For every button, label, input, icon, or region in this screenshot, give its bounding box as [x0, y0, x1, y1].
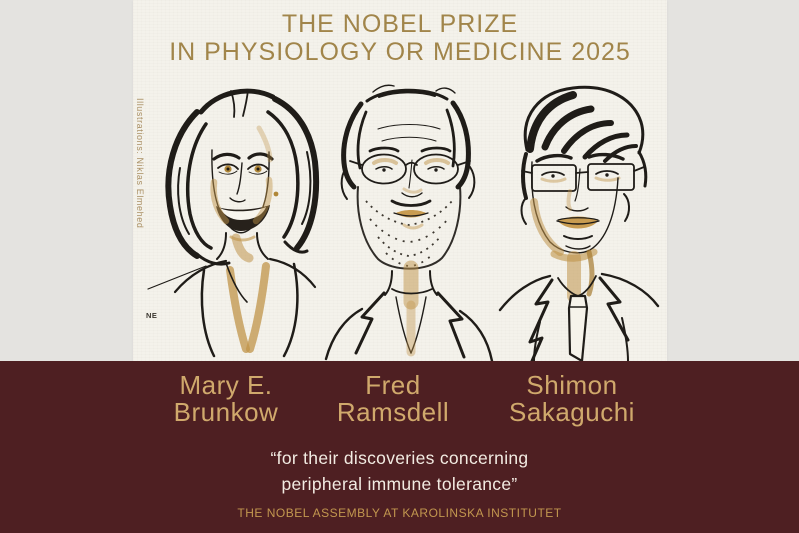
laureate-first-name: Fred	[365, 370, 421, 400]
laureate-last-name: Sakaguchi	[509, 397, 635, 427]
laureate-name-mary-brunkow	[174, 372, 279, 426]
laureate-name-fred-ramsdell	[337, 372, 449, 426]
laureate-last-name: Brunkow	[173, 397, 279, 427]
illustrator-credit: Illustrations: Niklas Elmehed	[135, 98, 145, 229]
laureate-first-name: Shimon	[526, 370, 618, 400]
citation-line2: peripheral immune tolerance”	[281, 474, 518, 494]
portrait-shimon-sakaguchi	[500, 87, 658, 361]
laureate-portraits-illustration	[133, 0, 667, 361]
artist-signature: NE	[146, 311, 158, 320]
laureate-first-name: Mary E.	[179, 370, 273, 400]
laureate-name-shimon-sakaguchi	[509, 372, 635, 426]
portrait-mary-brunkow	[146, 90, 316, 356]
prize-title-line1: THE NOBEL PRIZE	[281, 10, 519, 38]
prize-title-line2: IN PHYSIOLOGY OR MEDICINE 2025	[169, 38, 631, 66]
nobel-assembly-footer: THE NOBEL ASSEMBLY AT KAROLINSKA INSTITUTET	[237, 506, 562, 520]
laureates-banner	[0, 361, 799, 533]
portrait-fred-ramsdell	[326, 85, 492, 361]
citation-line1: “for their discoveries concerning	[270, 448, 529, 468]
laureate-last-name: Ramsdell	[336, 397, 450, 427]
illustration-card	[133, 0, 667, 361]
prize-citation	[0, 445, 799, 497]
